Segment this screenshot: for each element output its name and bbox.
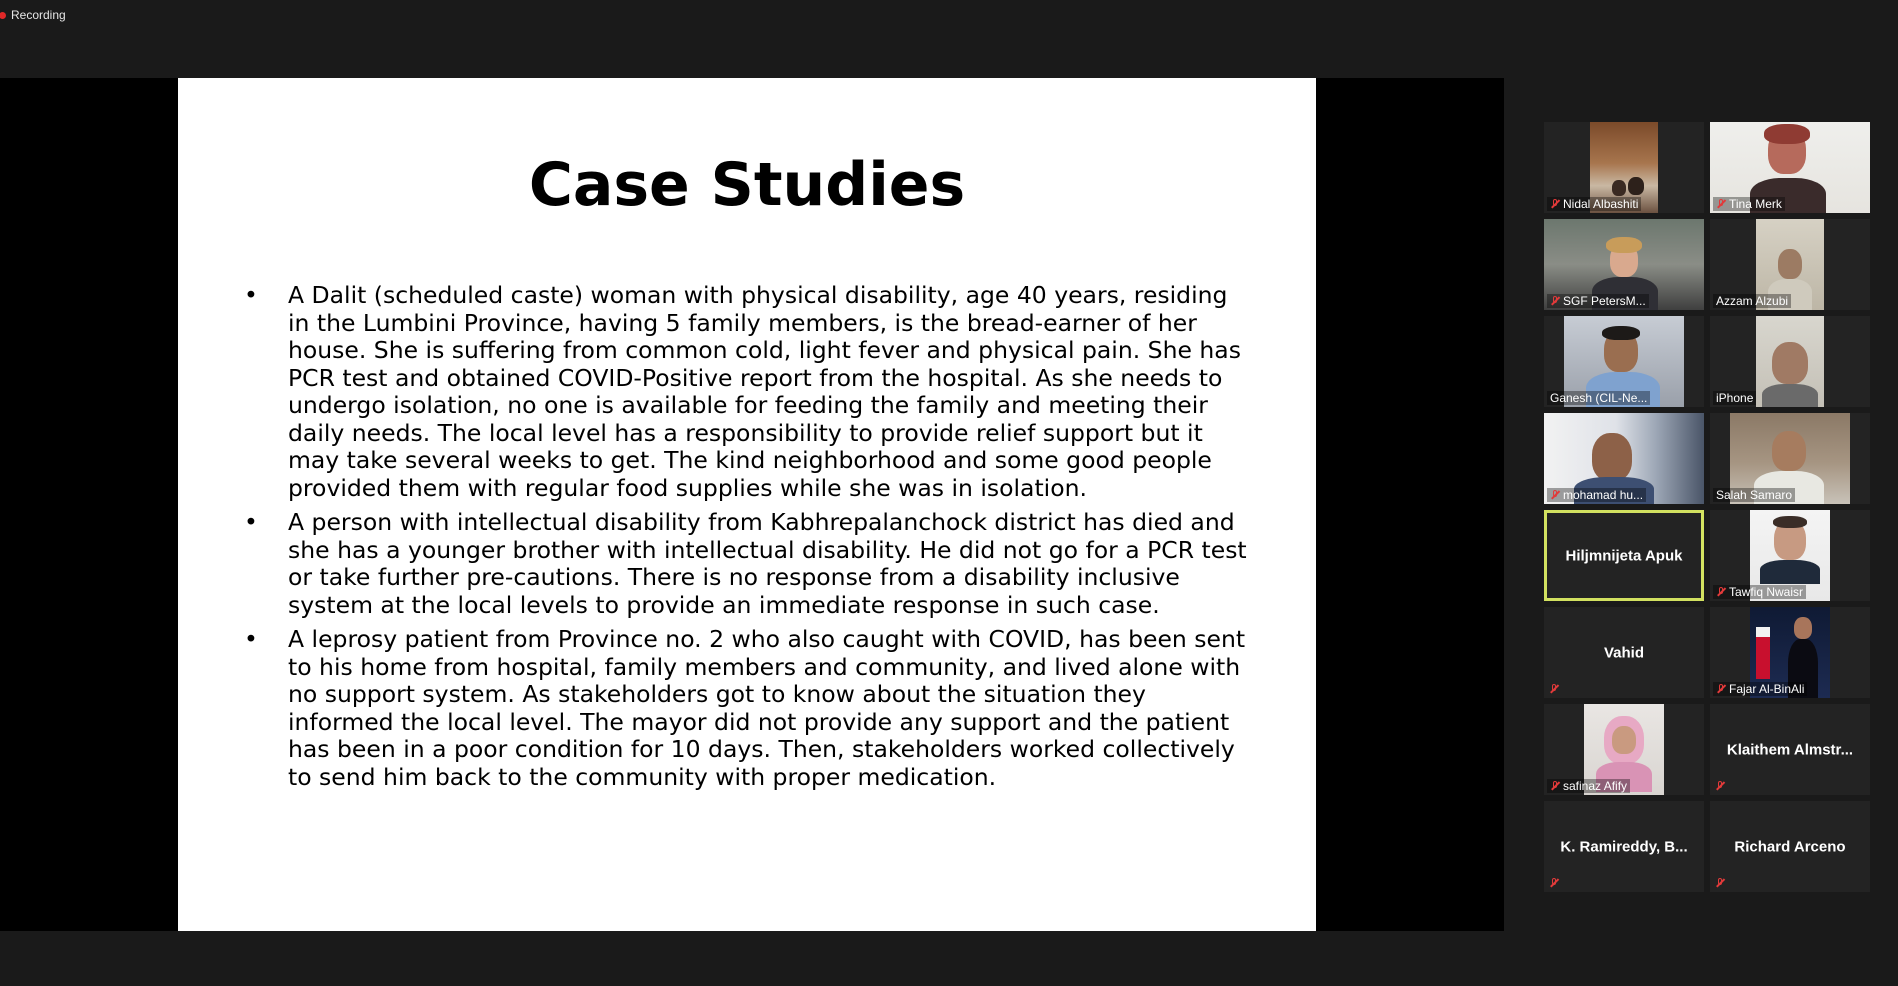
participant-tile[interactable] <box>1544 122 1704 213</box>
participant-tile[interactable] <box>1544 607 1704 698</box>
participant-name: Nidal Albashiti <box>1563 197 1639 211</box>
participant-label <box>1713 488 1795 502</box>
mute-icon <box>1549 878 1559 888</box>
slide-title: Case Studies <box>528 150 966 220</box>
participant-tile[interactable] <box>1544 704 1704 795</box>
participant-label <box>1547 391 1650 405</box>
mute-icon <box>1550 781 1560 791</box>
participant-name: Salah Samaro <box>1716 488 1793 502</box>
mute-icon <box>1715 781 1725 791</box>
slide-bullet <box>244 626 1254 791</box>
screen-share-area <box>0 78 1504 931</box>
bullet-dot: • <box>244 625 258 653</box>
participant-tile[interactable] <box>1710 413 1870 504</box>
mute-icon <box>1716 684 1726 694</box>
participant-tile[interactable] <box>1710 704 1870 795</box>
participant-label <box>1713 294 1791 308</box>
recording-dot-icon <box>0 12 6 19</box>
participant-name: Klaithem Almstr... <box>1726 741 1854 758</box>
bullet-text: A person with intellectual disability from Kabhrepalanchock district has died and she has a younger brother with intellectual disability. He did not go for a PCR test or take further pre-cautions. There is no response from a disability inclusive system at the local levels to provide an immediate response in such case. <box>288 508 1247 619</box>
participant-name: iPhone <box>1716 391 1754 405</box>
participant-label <box>1547 294 1649 308</box>
participant-tile[interactable] <box>1710 607 1870 698</box>
participant-name: Fajar Al-BinAli <box>1729 682 1805 696</box>
bullet-dot: • <box>244 508 258 536</box>
recording-indicator[interactable] <box>0 8 66 22</box>
participant-name: Azzam Alzubi <box>1716 294 1789 308</box>
participant-tile[interactable] <box>1544 413 1704 504</box>
participant-label <box>1713 391 1756 405</box>
participant-name: Tawfiq Nwaisr <box>1729 585 1804 599</box>
participant-tile[interactable] <box>1544 219 1704 310</box>
bullet-text: A leprosy patient from Province no. 2 who also caught with COVID, has been sent to his home from hospital, family members and community, and lived alone with no support system. As stakeholders got to know about the situation they informed the local level. The mayor did not provide any support and the patient has been in a poor condition for 10 days. Then, stakeholders worked collectively to send him back to the community with proper medication. <box>288 625 1246 791</box>
participant-label <box>1547 488 1646 502</box>
mute-icon <box>1716 199 1726 209</box>
participant-name: Tina Merk <box>1729 197 1782 211</box>
participant-name: Richard Arceno <box>1734 838 1846 855</box>
presentation-slide <box>178 78 1316 931</box>
slide-bullet <box>244 509 1254 619</box>
participant-tile[interactable] <box>1710 801 1870 892</box>
slide-bullet <box>244 282 1254 502</box>
participant-label <box>1713 682 1807 696</box>
participant-name: Vahid <box>1603 644 1644 661</box>
slide-bullet-list <box>244 282 1254 798</box>
bullet-text: A Dalit (scheduled caste) woman with physical disability, age 40 years, residing in the Lumbini Province, having 5 family members, is the bread-earner of her house. She is suffering from common cold, light fever and physical pain. She has PCR test and obtained COVID-Positive report from the hospital. As she needs to undergo isolation, no one is available for feeding the family and meeting their daily needs. The local level has a responsibility to provide relief support but it may take several weeks to get. The kind neighborhood and some good people provided them with regular food supplies while she was in isolation. <box>288 281 1241 502</box>
participant-name: SGF PetersM... <box>1563 294 1646 308</box>
participant-tile-active-speaker[interactable] <box>1544 510 1704 601</box>
participant-tile[interactable] <box>1710 510 1870 601</box>
participant-name: Hiljmnijeta Apuk <box>1565 547 1683 564</box>
participant-tile[interactable] <box>1710 219 1870 310</box>
bullet-dot: • <box>244 281 258 309</box>
recording-label: Recording <box>11 8 66 22</box>
participant-tile[interactable] <box>1544 316 1704 407</box>
participant-label <box>1547 197 1641 211</box>
participant-name: mohamad hu... <box>1563 488 1644 502</box>
mute-icon <box>1550 296 1560 306</box>
mute-icon <box>1715 878 1725 888</box>
participant-name: safinaz Afify <box>1563 779 1628 793</box>
mute-icon <box>1549 684 1559 694</box>
participant-label <box>1713 197 1785 211</box>
participant-label <box>1713 585 1806 599</box>
participant-video <box>1756 316 1824 407</box>
participant-name: K. Ramireddy, B... <box>1560 838 1688 855</box>
mute-icon <box>1550 199 1560 209</box>
participant-tile[interactable] <box>1710 316 1870 407</box>
mute-icon <box>1550 490 1560 500</box>
participant-tile[interactable] <box>1710 122 1870 213</box>
participant-name: Ganesh (CIL-Ne... <box>1550 391 1648 405</box>
participant-tile[interactable] <box>1544 801 1704 892</box>
participant-label <box>1547 779 1630 793</box>
mute-icon <box>1716 587 1726 597</box>
